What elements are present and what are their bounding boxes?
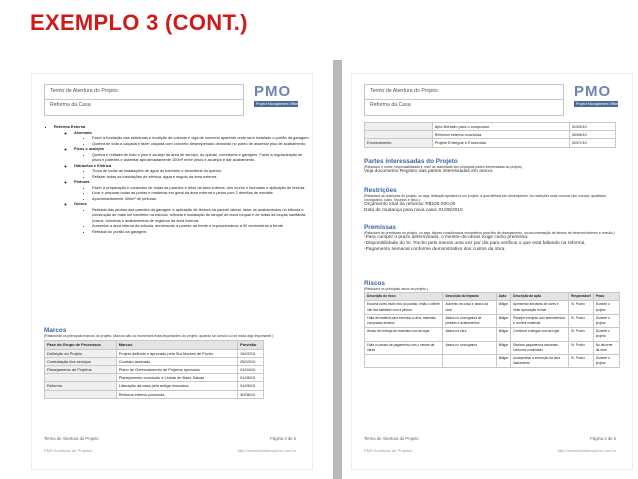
table-cell: Mitigar	[496, 341, 511, 354]
footer2-left: PMO Escritório de Projetos	[364, 448, 413, 453]
partes-text: Veja documento Registro das partes interessadas em anexo.	[364, 169, 494, 175]
table-cell: Atraso na obra	[443, 328, 496, 341]
table-cell: Durante o projeto	[593, 328, 619, 341]
premissas-section	[364, 224, 620, 253]
table-cell	[365, 131, 433, 139]
table-row	[365, 123, 616, 131]
table-cell: Atraso no cronograma	[443, 341, 496, 354]
table-header: Marcos	[116, 341, 237, 349]
table-cell: Plano de Gerenciamento de Projetos aprovado	[116, 366, 237, 374]
outline-group	[74, 201, 310, 234]
document-page-left	[32, 74, 312, 469]
outline-bullet: • Retirada do portão da garagem.	[92, 229, 310, 235]
marcos-note: (Relacionar os principais marcos do projeto. Marcos são os momentos mais importantes do projeto, quando se conclui ou se inicia algo importante.)	[44, 334, 274, 338]
table-cell: Mitigar	[496, 301, 511, 314]
table-cell: Reforma	[45, 382, 117, 390]
pmo-logo: PMO Project Management Office	[254, 83, 299, 106]
footer2-right: http://escritoriodeprojetos.com.br	[237, 448, 296, 453]
header-title: Termo de Abertura do Projeto	[50, 88, 118, 94]
table-header: Ação	[496, 293, 511, 301]
table-cell: Escolha cores muito fora do padrão, então o cliente não fica satisfeito com a pintura	[365, 301, 443, 314]
table-cell	[443, 355, 496, 368]
table-header: Descrição do Impacto	[443, 293, 496, 301]
header-box	[364, 84, 564, 116]
outline-group	[74, 163, 310, 180]
premissas-title: Premissas	[364, 224, 396, 231]
table-cell: Definição do Projeto	[45, 349, 117, 357]
restricoes-line-1: Orçamento total da reforma: R$100.000,00	[364, 202, 456, 208]
table-row	[365, 314, 620, 327]
outline-bullet: • Lixar e preparar todas as portas e madeiras em geral da área externa e pintar com 2 demãos de esmalte.	[92, 190, 310, 196]
table-cell: Apto liberado para o comprador	[432, 123, 569, 131]
partes-note: (Relacione o nome, responsabilidade e nível de autoridade dos principais partes interessadas ao projeto)	[364, 165, 522, 169]
table-row	[45, 349, 264, 357]
riscos-note: (Relacione os principais riscos do projeto.)	[364, 287, 428, 291]
outline-group-label: Outros	[74, 201, 87, 206]
table-cell: No decorrer da obra	[593, 341, 619, 354]
table-row	[365, 139, 616, 147]
table-cell: Sr. Pocho	[569, 328, 594, 341]
table-row	[45, 390, 264, 398]
table-row	[365, 131, 616, 139]
outline-group-label: Hidráulica e Elétrica	[74, 162, 112, 168]
table-cell: Sr. Pocho	[569, 355, 594, 368]
table-cell: Durante o projeto	[593, 314, 619, 327]
table-cell: Sr. Pocho	[569, 314, 594, 327]
table-cell: Contratação dos serviços	[45, 357, 117, 365]
table-cell: Planejamento concluído e Linhas de Base Salvas	[116, 374, 237, 382]
marcos-table	[44, 340, 264, 398]
table-row	[365, 355, 620, 368]
outline-group-label: Pisos e azulejos	[74, 146, 105, 151]
riscos-table	[364, 292, 620, 368]
riscos-section	[364, 280, 620, 368]
outline-bullet: • Troca de todas as instalações de água do banheiro e lavanderia do quintal.	[92, 168, 310, 174]
outline-bullet: • Retirada das pedras das paredes da garagem e aplicação de textura na parede lateral; fazer os acabamentos no edícula e construção de mais um banheiro na edícula, retirada e instalação do tanque de lavar roupas e de todas as louças sanitárias (vasos, torneiras e acabamentos de registros da área externa.	[92, 207, 310, 224]
table-header: Fase do Grupo de Processos	[45, 341, 117, 349]
table-cell: 02/07/10	[569, 139, 615, 147]
page-gutter	[333, 60, 342, 479]
table-cell: Apresentar amostras de cores e obter aprovação formal	[511, 301, 569, 314]
table-header: Descrição da ação	[511, 293, 569, 301]
table-cell: Liberação da casa pela antiga moradora	[116, 382, 237, 390]
table-cell: Mitigar	[496, 314, 511, 327]
outline-bullet: • Fazer a fundação das estruturas e fundição de colunas e viga de concreto aparente onde será instalado o portão da garagem.	[92, 135, 310, 141]
outline-group-label: Pinturas	[74, 179, 90, 184]
table-cell: 15/02/10	[238, 349, 264, 357]
table-cell: Realizar pagamentos semanais conforme combinado	[511, 341, 569, 354]
table-cell: Mitigar	[496, 355, 511, 368]
footer-left: Termo de Abertura do Projeto	[44, 436, 99, 441]
outline-group-label: Alvenaria	[74, 129, 92, 135]
outline-bullet: • Fazer a preparação e consertos de todas as paredes e tetos da área externa, dos muros e fachadas e aplicação de textura.	[92, 185, 310, 191]
restricoes-note: (Relacione as restrições do projeto, ou seja, limitação aplicável a um projeto, a qual afetará seu desempenho. As restrições mais comuns são: escopo, qualidade, cronograma, custo, recursos e risco.)	[364, 194, 607, 203]
restricoes-section	[364, 187, 620, 214]
partes-section	[364, 158, 620, 175]
table-cell: Contrato assinado	[116, 357, 237, 365]
premissas-note: (Relacione as premissas do projeto, ou seja, fatores considerados verdadeiros para fins de planejamento, na documentação de fatores de desenvolvimento e revisão.)	[364, 231, 615, 235]
footer-page-number: Página 3 de 5	[270, 436, 296, 441]
table-cell: Planejar compras com antecedência e conferir materiais	[511, 314, 569, 327]
footer2-left: PMO Escritório de Projetos	[44, 448, 93, 453]
table-cell: Acompanhar a execução da obra diariamente	[511, 355, 569, 368]
table-cell: 01/05/10	[238, 374, 264, 382]
table-cell: 31/05/10	[569, 123, 615, 131]
marcos-table-continued	[364, 122, 616, 148]
header-title: Termo de Abertura do Projeto	[370, 88, 438, 94]
outline-group	[74, 179, 310, 201]
table-cell: 31/05/10	[238, 382, 264, 390]
marcos-title: Marcos	[44, 327, 67, 334]
table-cell: Confirmar entregas com as lojas	[511, 328, 569, 341]
outline-bullet: • Aproximadamente 300m² de pinturas.	[92, 196, 310, 202]
table-cell: Sr. Pocho	[569, 301, 594, 314]
outline-group	[74, 146, 310, 163]
milestones-continued	[364, 122, 620, 148]
table-row	[45, 382, 264, 390]
table-cell: Projeto definido e aprovado pela Sra Montes de Pocho	[116, 349, 237, 357]
document-page-right	[352, 74, 632, 469]
table-row	[45, 374, 264, 382]
table-cell: Mitigar	[496, 328, 511, 341]
header-box	[44, 84, 244, 116]
table-row	[365, 301, 620, 314]
table-cell: Reforma externa concluída	[432, 131, 569, 139]
outline-top: ▪ Reforma Externa ◦ Alvenaria • Fazer a fundação das estruturas e fundição de colunas e viga de concreto aparente onde será instalado o portão da garagem. • Quebra de toda a calçada e fazer calçada com concreto desempenado deixando no ponto de assentar piso de acabamento. ◦ Pisos e azulejos • Quebra e retirada de todo o piso e azulejo da área de serviço, do quintal, corredores e garagem. Fazer a regularização de pisos e paredes e assentar aproximadamente 100m² entre pisos e azulejos e dar acabamento. ◦ Hidráulica e Elétrica • Troca de todas as instalações de água do banheiro e lavanderia do quintal. • Refazer todas as instalações de elétrica, água e esgoto da área externa. ◦ Pinturas • Fazer a preparação e consertos de todas as paredes e tetos da área externa, dos muros e fachadas e aplicação de textura. • Lixar e preparar todas as portas e madeiras em geral da área externa e pintar com 2 demãos de esmalte. • Aproximadamente 300m² de pinturas. ◦ Outros • Retirada das pedras das paredes da garagem e aplicação de textura na parede lateral; fazer os acabamentos no edícula e construção de mais um banheiro na edícula, retirada e instalação do tanque de lavar roupas e de todas as louças sanitárias (vasos, torneiras e acabamentos de registros da área externa. • Aumentar a área interna da edícula, derrubando a parede da frente e reposicionando a 90 centímetros à frente. • Retirada do portão da garagem.	[54, 124, 310, 234]
marcos-section	[44, 327, 300, 399]
table-cell: Reforma interna concluída	[116, 390, 237, 398]
table-cell: 30/06/10	[238, 390, 264, 398]
table-cell: Aumento de custo e atraso da obra	[443, 301, 496, 314]
pmo-logo: PMO Project Management Office	[574, 83, 619, 106]
table-cell: Falta de material para executar a obra, materiais comprados errados	[365, 314, 443, 327]
premissas-line-1: -Para cumprir o prazo determinado, o mestre-de-obras exige como premissa:	[364, 235, 529, 241]
table-cell: Projeto Entregue e Encerrado	[432, 139, 569, 147]
outline-bullet: • Quebra e retirada de todo o piso e azulejo da área de serviço, do quintal, corredores e garagem. Fazer a regularização de pisos e paredes e assentar aproximadamente 100m² entre pisos e azulejos e dar acabamento.	[92, 152, 310, 163]
restricoes-line-2: Data de mudança para nova casa: 01/08/2010	[364, 208, 463, 214]
table-header: Prazo	[593, 293, 619, 301]
restricoes-title: Restrições	[364, 187, 397, 194]
table-cell: Durante o projeto	[593, 301, 619, 314]
scope-outline	[46, 124, 310, 234]
table-cell	[365, 355, 443, 368]
table-cell: 25/03/10	[238, 357, 264, 365]
table-cell: 30/06/10	[569, 131, 615, 139]
table-row	[365, 341, 620, 354]
outline-bullet: • Aumentar a área interna da edícula, derrubando a parede da frente e reposicionando a 90 centímetros à frente.	[92, 223, 310, 229]
footer-page-number: Página 4 de 5	[590, 436, 616, 441]
footer2-right: http://escritoriodeprojetos.com.br	[557, 448, 616, 453]
table-header: Descrição do risco	[365, 293, 443, 301]
riscos-title: Riscos	[364, 280, 385, 287]
table-header: Responsável	[569, 293, 594, 301]
table-cell: Durante o projeto	[593, 355, 619, 368]
table-cell: 01/04/10	[238, 366, 264, 374]
table-cell	[365, 123, 433, 131]
header-subtitle: Reforma da Casa	[370, 102, 411, 108]
outline-group	[74, 130, 310, 147]
table-cell: Planejamento de Projetos	[45, 366, 117, 374]
table-cell: Sr. Pocho	[569, 341, 594, 354]
table-cell: Atraso de entrega de materiais com as lojas	[365, 328, 443, 341]
premissas-line-2: -Disponibilidade do Sr. Pocho pelo menos uma vez por dia para verificar o que está faltando na reforma.	[364, 241, 586, 247]
table-header: Previsão	[238, 341, 264, 349]
premissas-line-3: -Pagamento semanal conforme demonstrativo dos custos da obra.	[364, 247, 506, 253]
partes-title: Partes interessadas do Projeto	[364, 158, 458, 165]
slide-title: EXEMPLO 3 (CONT.)	[30, 10, 248, 35]
header-subtitle: Reforma da Casa	[50, 102, 91, 108]
table-row	[45, 366, 264, 374]
table-cell: Atraso no cronograma de pinturas e acabamentos	[443, 314, 496, 327]
table-row	[45, 357, 264, 365]
table-cell: Encerramento	[365, 139, 433, 147]
footer-left: Termo de Abertura do Projeto	[364, 436, 419, 441]
outline-bullet: • Refazer todas as instalações de elétrica, água e esgoto da área externa.	[92, 174, 310, 180]
table-cell	[45, 374, 117, 382]
table-cell: Falta ou atraso de pagamento com o mestre-de-obras	[365, 341, 443, 354]
table-cell	[45, 390, 117, 398]
outline-bullet: • Quebra de toda a calçada e fazer calçada com concreto desempenado deixando no ponto de assentar piso de acabamento.	[92, 141, 310, 147]
table-row	[365, 328, 620, 341]
